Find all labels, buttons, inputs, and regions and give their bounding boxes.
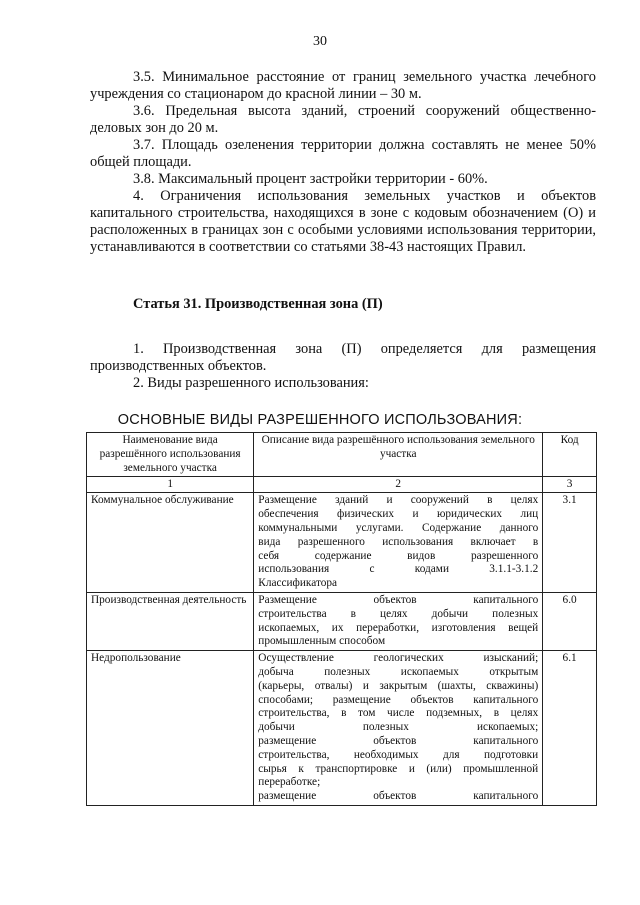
paragraph-zone-definition: 1. Производственная зона (П) определяется для размещения производственных объектов.	[90, 341, 596, 374]
description-line: Классификатора	[258, 577, 338, 590]
row-name: Производственная деятельность	[87, 592, 254, 650]
description-line: добыча полезных ископаемых открытым	[258, 665, 539, 678]
table-row	[87, 493, 597, 593]
description-line: размещение объектов капитального	[258, 790, 539, 803]
row-description	[254, 592, 543, 650]
header-description: Описание вида разрешённого использования земельного участка	[254, 433, 543, 477]
column-numbers-row	[87, 477, 597, 493]
description-line: сырья к транспортировке и (или) промышленной	[258, 762, 539, 775]
page-number: 30	[313, 34, 327, 49]
row-code: 3.1	[543, 493, 597, 593]
table-title: ОСНОВНЫЕ ВИДЫ РАЗРЕШЕННОГО ИСПОЛЬЗОВАНИЯ:	[117, 412, 523, 428]
description-line: строительства в целях добычи полезных	[258, 607, 539, 620]
description-line: использования с кодами 3.1.1-3.1.2	[258, 563, 539, 576]
description-line: строительства, в том числе подземных, в целях	[258, 707, 539, 720]
table-row	[87, 651, 597, 806]
paragraph-3-7: 3.7. Площадь озеленения территории должна составлять не менее 50% общей площади.	[90, 137, 596, 170]
row-code: 6.1	[543, 651, 597, 806]
row-description	[254, 651, 543, 806]
description-line: (карьеры, отвалы) и закрытым (шахты, скважины)	[258, 679, 539, 692]
paragraph-4: 4. Ограничения использования земельных участков и объектов капитального строительства, находящихся в зоне с кодовым обозначением (О) и расположенных в границах зон с особыми условиями использования территории, устанавливаются в соответствии со статьями 38-43 настоящих Правил.	[90, 188, 596, 255]
header-name: Наименование вида разрешённого использования земельного участка	[87, 433, 254, 477]
description-line: себя содержание видов разрешенного	[258, 549, 539, 562]
table-row	[87, 592, 597, 650]
row-description	[254, 493, 543, 593]
paragraph-3-5: 3.5. Минимальное расстояние от границ земельного участка лечебного учреждения со стационаром до красной линии – 30 м.	[90, 69, 596, 102]
table-header-row	[87, 433, 597, 477]
row-name: Недропользование	[87, 651, 254, 806]
description-line: способами; размещение объектов капитального	[258, 693, 539, 706]
paragraph-3-6: 3.6. Предельная высота зданий, строений сооружений общественно-деловых зон до 20 м.	[90, 103, 596, 136]
usage-types-table	[86, 432, 597, 806]
description-line: строительства, необходимых для подготовки	[258, 748, 539, 761]
description-line: размещение объектов капитального	[258, 734, 539, 747]
description-line: Размещение объектов капитального	[258, 593, 539, 606]
header-code: Код	[543, 433, 597, 477]
row-name: Коммунальное обслуживание	[87, 493, 254, 593]
description-line: Осуществление геологических изысканий;	[258, 652, 539, 665]
description-line: обеспечения физических и юридических лиц	[258, 508, 539, 521]
paragraph-usage-types: 2. Виды разрешенного использования:	[133, 375, 369, 391]
description-line: добычи полезных ископаемых;	[258, 721, 539, 734]
description-line: промышленным способом	[258, 635, 386, 648]
column-number: 1	[87, 477, 254, 493]
description-line: ископаемых, их переработки, изготовления вещей	[258, 621, 539, 634]
column-number: 3	[543, 477, 597, 493]
description-line: вида разрешенного использования включает в	[258, 535, 539, 548]
description-line: коммунальными услугами. Содержание данного	[258, 521, 539, 534]
description-line: Размещение зданий и сооружений в целях	[258, 494, 539, 507]
column-number: 2	[254, 477, 543, 493]
paragraph-3-8: 3.8. Максимальный процент застройки территории - 60%.	[133, 171, 488, 187]
row-code: 6.0	[543, 592, 597, 650]
description-line: переработке;	[258, 776, 321, 789]
article-heading: Статья 31. Производственная зона (П)	[133, 296, 383, 312]
